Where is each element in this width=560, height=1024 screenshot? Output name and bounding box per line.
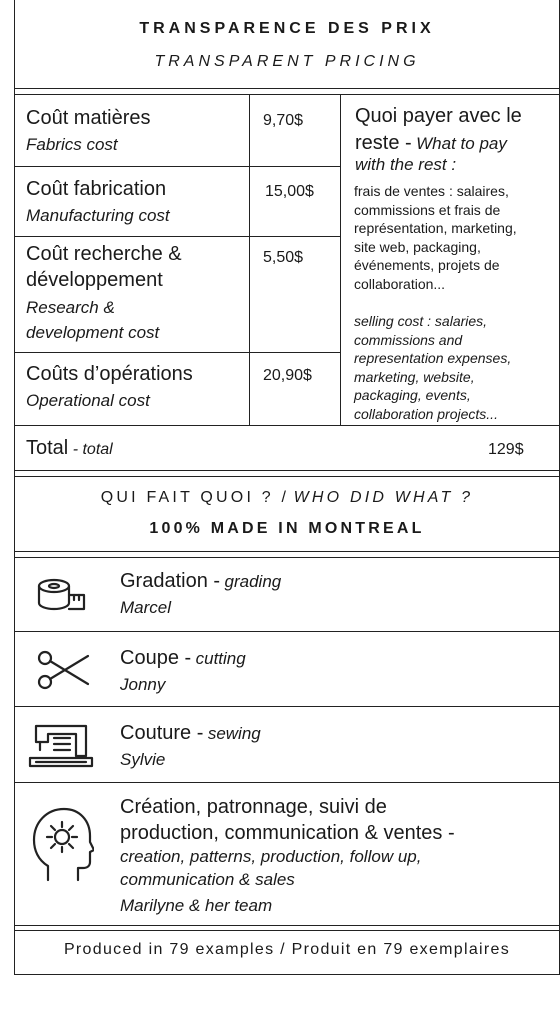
divider (14, 476, 560, 477)
measuring-tape-icon (34, 573, 86, 622)
total-label (26, 437, 113, 460)
divider (14, 425, 560, 426)
rest-fr-line: représentation, marketing, (354, 220, 517, 236)
role-title: Gradation - (120, 570, 221, 592)
footer-text: Produced in 79 examples / Produit en 79 exemplaires (63, 941, 511, 958)
rest-fr-line: commissions et frais de (354, 201, 501, 218)
role-cutting (120, 647, 246, 670)
role-person: Jonny (120, 675, 166, 694)
divider (14, 782, 560, 783)
cost-label-fabrics: Coût matières (26, 107, 151, 129)
cost-value-manufacturing: 15,00$ (265, 183, 314, 200)
divider (14, 706, 560, 707)
rest-fr-line: événements, projets de (354, 257, 500, 273)
role-title-en: cutting (195, 649, 246, 668)
cost-value-research: 5,50$ (263, 249, 304, 266)
rest-en-line: representation expenses, (354, 350, 512, 366)
divider (14, 925, 560, 926)
role-title: Couture - (120, 722, 204, 744)
cost-label-manufacturing: Coût fabrication (26, 178, 167, 200)
total-label-fr: Total (26, 437, 69, 459)
who-title-fr: QUI FAIT QUOI ? / (100, 489, 290, 506)
divider (14, 930, 560, 931)
cost-label-manufacturing-en: Manufacturing cost (26, 206, 170, 225)
page-subtitle: TRANSPARENT PRICING (154, 53, 420, 70)
rest-fr-list (354, 182, 517, 293)
rest-en-line: marketing, website, (354, 368, 475, 385)
divider (249, 94, 250, 425)
role-grading (120, 570, 281, 593)
role-person: Marilyne & her team (120, 896, 273, 915)
rest-fr-line: site web, packaging, (354, 238, 481, 255)
rest-title-fr: reste - (355, 132, 412, 154)
cost-value-operations: 20,90$ (263, 367, 312, 384)
cost-label-research-2: développement (26, 269, 163, 291)
total-value: 129$ (488, 441, 524, 458)
rest-en-line: packaging, events, (354, 387, 471, 403)
sewing-machine-icon (26, 718, 96, 775)
role-title-en: sewing (207, 724, 261, 743)
rest-fr-line: frais de ventes : salaires, (354, 183, 509, 199)
cost-label-operations: Coûts d’opérations (26, 363, 193, 385)
role-creation-title: Création, patronnage, suivi de (120, 796, 387, 818)
who-title (14, 489, 560, 507)
role-creation-en-2: communication & sales (120, 870, 295, 889)
cost-label-research: Coût recherche & (26, 243, 182, 265)
role-creation-en: creation, patterns, production, follow up, (120, 847, 422, 866)
divider (14, 551, 560, 552)
role-creation-title-2: production, communication & ventes - (120, 822, 455, 844)
divider (14, 94, 560, 95)
who-title-en: WHO DID WHAT ? (293, 489, 474, 506)
rest-en-line: selling cost : salaries, (354, 313, 488, 329)
cost-label-operations-en: Operational cost (26, 391, 150, 410)
divider (14, 557, 560, 558)
divider (14, 88, 560, 89)
who-subtitle: 100% MADE IN MONTREAL (149, 520, 425, 537)
divider (14, 470, 560, 471)
divider (14, 352, 341, 353)
cost-label-research-en-2: development cost (26, 323, 160, 342)
total-label-en: - total (72, 441, 113, 458)
cost-label-fabrics-en: Fabrics cost (26, 135, 118, 154)
role-sewing (120, 722, 261, 745)
scissors-icon (36, 648, 92, 697)
role-person: Sylvie (120, 750, 166, 769)
divider (14, 236, 341, 237)
rest-en-list (354, 312, 511, 423)
cost-value-fabrics: 9,70$ (263, 112, 304, 129)
rest-title-en: What to pay (416, 134, 507, 153)
divider (340, 94, 341, 425)
rest-title-line2 (355, 132, 507, 155)
cost-label-research-en: Research & (26, 298, 115, 317)
rest-en-line: collaboration projects... (354, 405, 498, 422)
rest-title: Quoi payer avec le (355, 105, 522, 127)
rest-fr-line: collaboration... (354, 275, 446, 292)
role-title-en: grading (224, 572, 282, 591)
divider (14, 631, 560, 632)
role-person: Marcel (120, 598, 172, 617)
rest-en-line: commissions and (354, 331, 463, 348)
divider (14, 166, 341, 167)
role-title: Coupe - (120, 647, 192, 669)
page-title: TRANSPARENCE DES PRIX (139, 20, 435, 37)
head-gear-icon (32, 806, 94, 889)
rest-title-line3: with the rest : (355, 155, 457, 174)
